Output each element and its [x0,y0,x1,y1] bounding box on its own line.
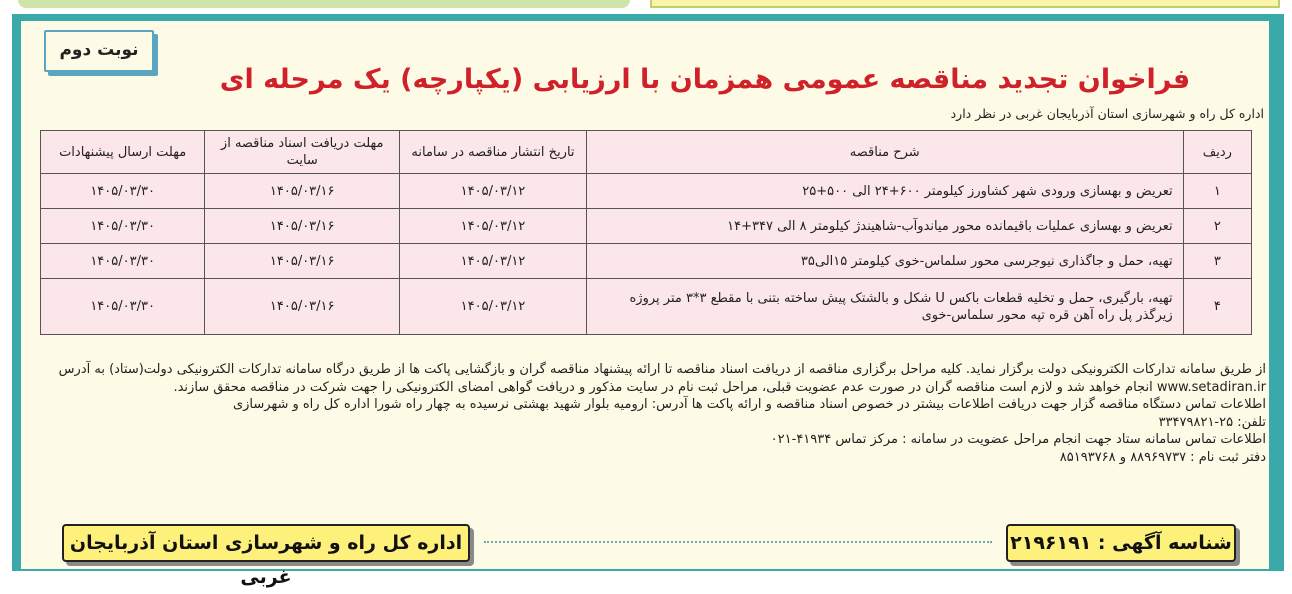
ad-body [26,361,1266,466]
row-number: ۲ [1183,209,1251,244]
document-deadline: ۱۴۰۵/۰۳/۱۶ [205,279,400,335]
submission-deadline: ۱۴۰۵/۰۳/۳۰ [41,209,205,244]
row-number: ۱ [1183,174,1251,209]
submission-deadline: ۱۴۰۵/۰۳/۳۰ [41,279,205,335]
body-registration-office: دفتر ثبت نام : ۸۸۹۶۹۷۳۷ و ۸۵۱۹۳۷۶۸ [1059,449,1266,465]
row-number: ۴ [1183,279,1251,335]
footer-divider [484,541,992,547]
publish-date: ۱۴۰۵/۰۳/۱۲ [400,244,587,279]
body-phone: تلفن: ۲۵-۳۳۴۷۹۸۲۱ [1158,414,1266,430]
tender-description: تهیه، حمل و جاگذاری نیوجرسی محور سلماس-خوی کیلومتر ۱۵الی۳۵ [586,244,1183,279]
table-row [41,174,1252,209]
publish-date: ۱۴۰۵/۰۳/۱۲ [400,174,587,209]
publish-date: ۱۴۰۵/۰۳/۱۲ [400,279,587,335]
publish-date: ۱۴۰۵/۰۳/۱۲ [400,209,587,244]
table-row [41,209,1252,244]
row-number: ۳ [1183,244,1251,279]
body-paragraph-procedure: از طریق سامانه تدارکات الکترونیکی دولت برگزار نماید. کلیه مراحل برگزاری مناقصه از دریافت اسناد مناقصه تا ارائه پیشنهاد مناقصه گران و بازگشایی پاکت ها از طریق درگاه سامانه تدارکات الکترونیکی دولت(ستاد) به آدرس www.setadiran.ir انجام خواهد شد و لازم است مناقصه گران در صورت عدم عضویت قبلی، مراحل ثبت نام در سایت مذکور و دریافت گواهی امضای الکترونیکی را جهت شرکت در مناقصه محقق سازند. [58,362,1266,395]
table-row [41,279,1252,335]
submission-deadline: ۱۴۰۵/۰۳/۳۰ [41,174,205,209]
header-publish-date: تاریخ انتشار مناقصه در سامانه [400,131,587,174]
body-paragraph-contact: اطلاعات تماس دستگاه مناقصه گزار جهت دریافت اطلاعات بیشتر در خصوص اسناد مناقصه و ارائه پاکت ها آدرس: ارومیه بلوار شهید بهشتی نرسیده به چهار راه شورا اداره کل راه و شهرسازی [232,397,1266,412]
header-row-number: ردیف [1183,131,1251,174]
header-description: شرح مناقصه [586,131,1183,174]
tender-description: تهیه، بارگیری، حمل و تخلیه قطعات باکس U شکل و بالشتک پیش ساخته بتنی با مقطع ۳*۳ متر پروژه زیرگذر پل راه آهن قره تپه محور سلماس-خوی [586,279,1183,335]
footer-organization: اداره کل راه و شهرسازی استان آذربایجان غربی [62,524,470,562]
footer-ad-id: شناسه آگهی : ۲۱۹۶۱۹۱ [1006,524,1236,562]
header-submission-deadline: مهلت ارسال پیشنهادات [41,131,205,174]
tender-description: تعریض و بهسازی عملیات باقیمانده محور میاندوآب-شاهیندژ کیلومتر ۸ الی ۳۴۷+۱۴ [586,209,1183,244]
tender-description: تعریض و بهسازی ورودی شهر کشاورز کیلومتر ۶۰۰+۲۴ الی ۵۰۰+۲۵ [586,174,1183,209]
ad-title: فراخوان تجدید مناقصه عمومی همزمان با ارزیابی (یکپارچه) یک مرحله ای [219,64,1191,95]
document-deadline: ۱۴۰۵/۰۳/۱۶ [205,209,400,244]
tenders-table [40,130,1252,335]
document-deadline: ۱۴۰۵/۰۳/۱۶ [205,174,400,209]
top-strip-right [650,0,1280,8]
document-deadline: ۱۴۰۵/۰۳/۱۶ [205,244,400,279]
table-row [41,244,1252,279]
header-document-deadline: مهلت دریافت اسناد مناقصه از سایت [205,131,400,174]
second-round-badge: نوبت دوم [44,30,154,72]
intro-text: اداره کل راه و شهرسازی استان آذربایجان غربی در نظر دارد [950,106,1264,121]
body-setad-contact: اطلاعات تماس سامانه ستاد جهت انجام مراحل عضویت در سامانه : مرکز تماس ۴۱۹۳۴-۰۲۱ [770,432,1266,447]
top-strip-left [18,0,630,8]
submission-deadline: ۱۴۰۵/۰۳/۳۰ [41,244,205,279]
